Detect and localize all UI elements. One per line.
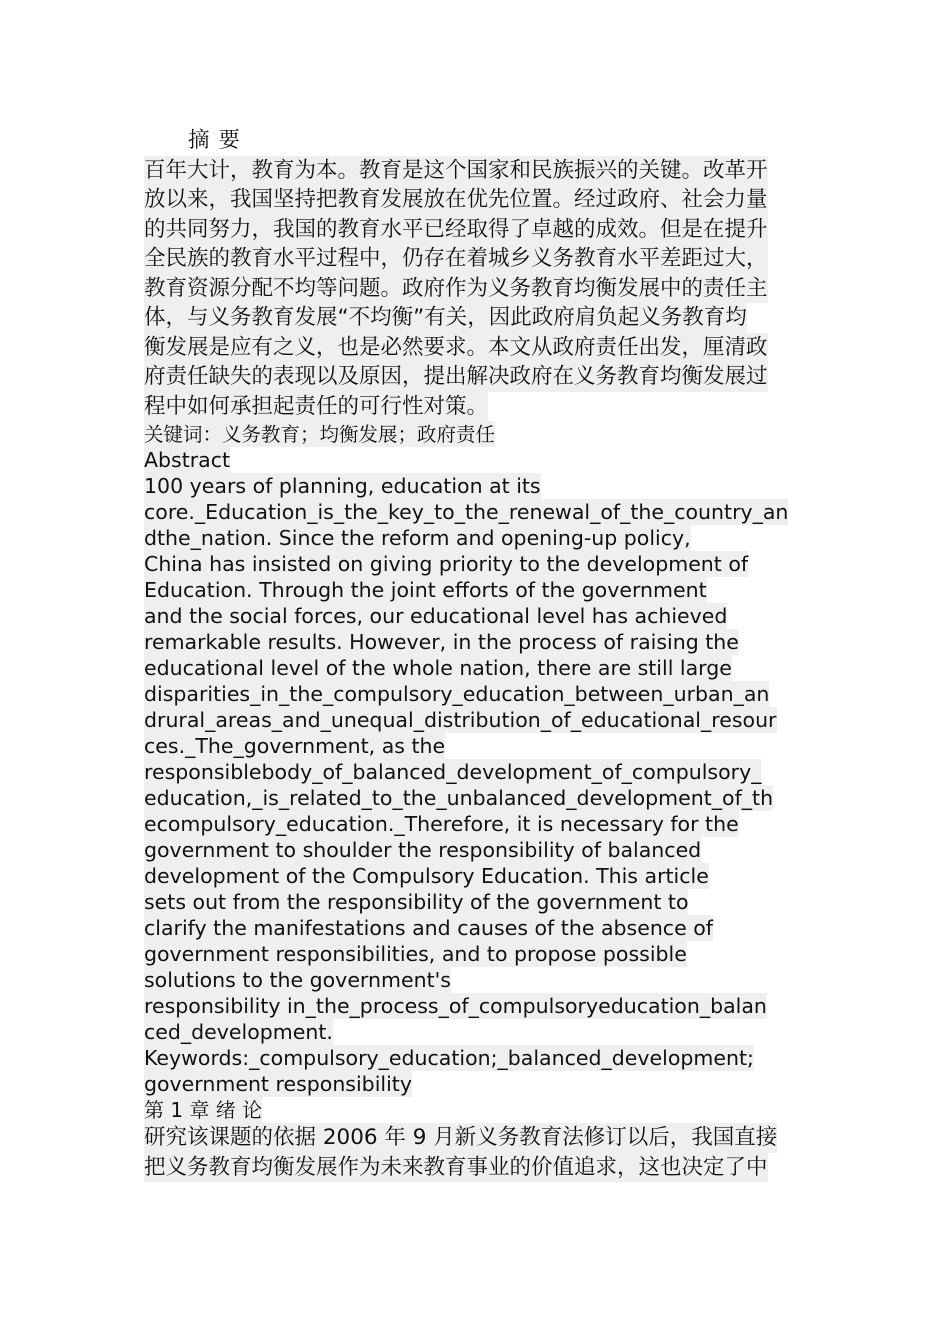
abstract-cn-line: 体，与义务教育发展“不均衡”有关，因此政府肩负起义务教育均 xyxy=(144,303,747,333)
keywords-cn: 关键词：义务教育；均衡发展；政府责任 xyxy=(144,423,496,446)
abstract-en-line: Education. Through the joint efforts of the government xyxy=(144,578,707,602)
document-page xyxy=(144,126,810,1182)
abstract-en-line: remarkable results. However, in the process of raising the xyxy=(144,630,739,654)
keywords-en-line: Keywords:_compulsory_education;_balanced_development; xyxy=(144,1046,754,1070)
abstract-cn-line: 全民族的教育水平过程中，仍存在着城乡义务教育水平差距过大， xyxy=(144,244,768,274)
abstract-en-line: government responsibilities, and to propose possible xyxy=(144,942,687,966)
abstract-en-heading: Abstract xyxy=(144,448,231,472)
abstract-cn-line: 的共同努力，我国的教育水平已经取得了卓越的成效。但是在提升 xyxy=(144,215,768,245)
abstract-cn-line: 衡发展是应有之义，也是必然要求。本文从政府责任出发，厘清政 xyxy=(144,333,768,363)
abstract-en-line: ced_development. xyxy=(144,1020,333,1044)
abstract-en-line: educational level of the whole nation, there are still large xyxy=(144,656,732,680)
abstract-en-line: government to shoulder the responsibility of balanced xyxy=(144,838,702,862)
abstract-en-line: China has insisted on giving priority to the development of xyxy=(144,552,749,576)
abstract-cn-line: 程中如何承担起责任的可行性对策。 xyxy=(144,392,488,422)
abstract-en-line: 100 years of planning, education at its xyxy=(144,474,541,498)
abstract-cn-line: 百年大计，教育为本。教育是这个国家和民族振兴的关键。改革开 xyxy=(144,156,768,186)
abstract-en-line: development of the Compulsory Education. This article xyxy=(144,864,709,888)
chapter-1-line: 把义务教育均衡发展作为未来教育事业的价值追求，这也决定了中 xyxy=(144,1153,768,1183)
abstract-en-line: education,_is_related_to_the_unbalanced_development_of_th xyxy=(144,786,774,810)
abstract-en-line: ces._The_government, as the xyxy=(144,734,446,758)
abstract-en-line: ecompulsory_education._Therefore, it is necessary for the xyxy=(144,812,739,836)
abstract-en-line: sets out from the responsibility of the government to xyxy=(144,890,689,914)
abstract-en-line: responsiblebody_of_balanced_development_of_compulsory_ xyxy=(144,760,762,784)
abstract-en-line: disparities_in_the_compulsory_education_between_urban_an xyxy=(144,682,770,706)
chapter-1-line: 研究该课题的依据 2006 年 9 月新义务教育法修订以后，我国直接 xyxy=(144,1123,777,1153)
chapter-1-title: 第 1 章 绪 论 xyxy=(144,1098,263,1122)
keywords-en-line: government responsibility xyxy=(144,1072,412,1096)
abstract-en-line: dthe_nation. Since the reform and opening-up policy, xyxy=(144,526,691,550)
abstract-en-line: and the social forces, our educational level has achieved xyxy=(144,604,728,628)
abstract-cn-line: 放以来，我国坚持把教育发展放在优先位置。经过政府、社会力量 xyxy=(144,185,768,215)
abstract-en-line: solutions to the government's xyxy=(144,968,451,992)
abstract-en-line: drural_areas_and_unequal_distribution_of_educational_resour xyxy=(144,708,777,732)
abstract-en-line: responsibility in_the_process_of_compulsoryeducation_balan xyxy=(144,994,767,1018)
abstract-en-line: core._Education_is_the_key_to_the_renewal_of_the_country_an xyxy=(144,500,789,524)
abstract-cn-line: 府责任缺失的表现以及原因，提出解决政府在义务教育均衡发展过 xyxy=(144,362,768,392)
abstract-cn-line: 教育资源分配不均等问题。政府作为义务教育均衡发展中的责任主 xyxy=(144,274,768,304)
abstract-en-body xyxy=(144,473,810,1045)
abstract-cn-heading: 摘 要 xyxy=(188,128,241,153)
keywords-en xyxy=(144,1045,810,1097)
abstract-cn-body xyxy=(144,156,810,422)
chapter-1-body xyxy=(144,1123,810,1182)
abstract-en-line: clarify the manifestations and causes of the absence of xyxy=(144,916,713,940)
